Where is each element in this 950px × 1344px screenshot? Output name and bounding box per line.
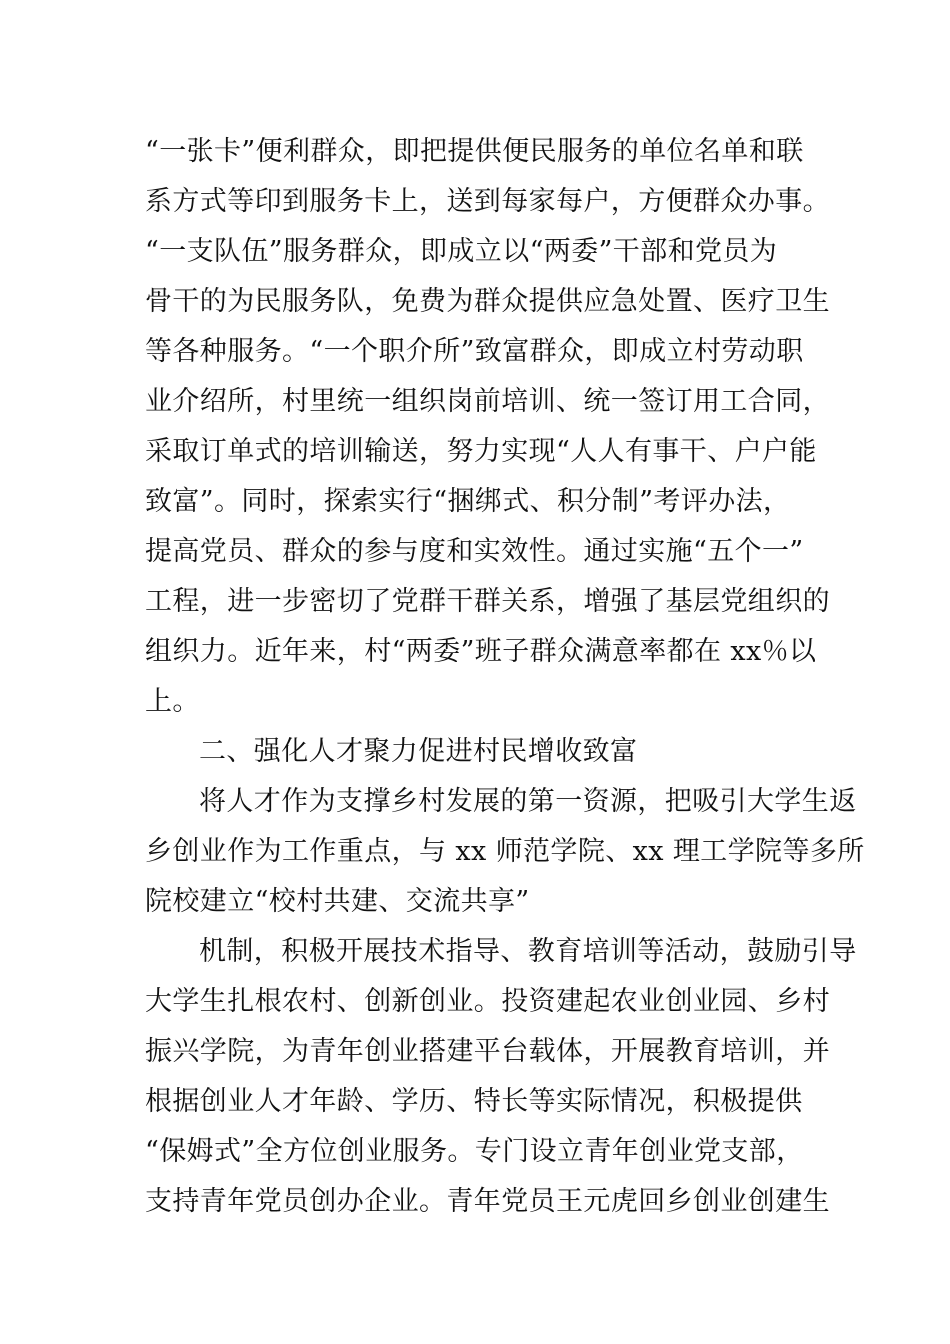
text-line: 业介绍所，村里统一组织岗前培训、统一签订用工合同， [145, 386, 830, 417]
text-line: 骨干的为民服务队，免费为群众提供应急处置、医疗卫生 [145, 286, 830, 317]
text-line: 等各种服务。“一个职介所”致富群众，即成立村劳动职 [145, 336, 804, 367]
text-line: “保姆式”全方位创业服务。专门设立青年创业党支部， [145, 1136, 804, 1167]
text-line: 机制，积极开展技术指导、教育培训等活动，鼓励引导 [199, 936, 857, 967]
text-line: 组织力。近年来，村“两委”班子群众满意率都在 xx％以 [145, 636, 817, 667]
text-line: 将人才作为支撑乡村发展的第一资源，把吸引大学生返 [199, 786, 857, 817]
text-line: 支持青年党员创办企业。青年党员王元虎回乡创业创建生 [145, 1186, 830, 1217]
text-line: “一张卡”便利群众，即把提供便民服务的单位名单和联 [145, 136, 804, 167]
section-heading: 二、强化人才聚力促进村民增收致富 [199, 736, 638, 767]
text-line: 振兴学院，为青年创业搭建平台载体，开展教育培训，并 [145, 1036, 830, 1067]
text-line: 致富”。同时，探索实行“捆绑式、积分制”考评办法， [145, 486, 791, 517]
text-line: 院校建立“校村共建、交流共享” [145, 886, 530, 917]
text-line: “一支队伍”服务群众，即成立以“两委”干部和党员为 [145, 236, 778, 267]
text-line: 大学生扎根农村、创新创业。投资建起农业创业园、乡村 [145, 986, 830, 1017]
text-line: 工程，进一步密切了党群干群关系，增强了基层党组织的 [145, 586, 830, 617]
text-line: 上。 [145, 686, 200, 717]
text-line: 根据创业人才年龄、学历、特长等实际情况，积极提供 [145, 1086, 803, 1117]
text-line: 采取订单式的培训输送，努力实现“人人有事干、户户能 [145, 436, 817, 467]
text-line: 乡创业作为工作重点，与 xx 师范学院、xx 理工学院等多所 [145, 836, 865, 867]
text-line: 系方式等印到服务卡上，送到每家每户，方便群众办事。 [145, 186, 830, 217]
text-line: 提高党员、群众的参与度和实效性。通过实施“五个一” [145, 536, 804, 567]
